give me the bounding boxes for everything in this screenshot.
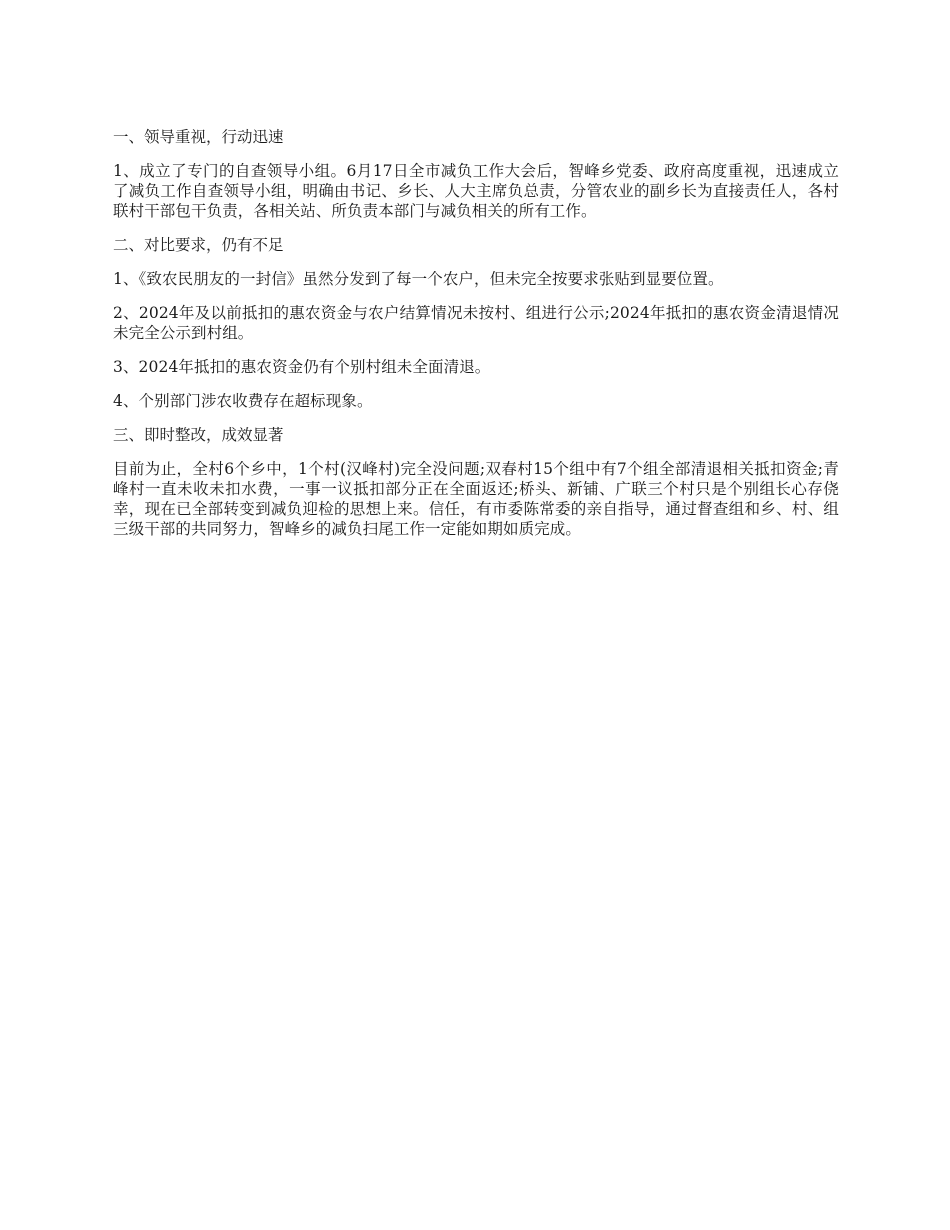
paragraph-3: 2、2024年及以前抵扣的惠农资金与农户结算情况未按村、组进行公示;2024年抵扣的惠农资金清退情况未完全公示到村组。 [113, 304, 839, 342]
paragraph-5: 4、个别部门涉农收费存在超标现象。 [113, 392, 373, 410]
paragraph-1: 1、成立了专门的自查领导小组。6月17日全市减负工作大会后，智峰乡党委、政府高度重视，迅速成立了减负工作自查领导小组，明确由书记、乡长、人大主席负总责，分管农业的副乡长为直接责任人，各村联村干部包干负责，各相关站、所负责本部门与减负相关的所有工作。 [113, 162, 839, 220]
paragraph-2: 1、《致农民朋友的一封信》虽然分发到了每一个农户，但未完全按要求张贴到显要位置。 [113, 270, 724, 288]
paragraph-4: 3、2024年抵扣的惠农资金仍有个别村组未全面清退。 [113, 358, 491, 376]
paragraph-6: 目前为止，全村6个乡中，1个村(汉峰村)完全没问题;双春村15个组中有7个组全部清退相关抵扣资金;青峰村一直未收未扣水费，一事一议抵扣部分正在全面返还;桥头、新铺、广联三个村只是个别组长心存侥幸，现在已全部转变到减负迎检的思想上来。信任，有市委陈常委的亲自指导，通过督查组和乡、村、组三级干部的共同努力，智峰乡的减负扫尾工作一定能如期如质完成。 [113, 460, 839, 538]
section-heading-2: 二、对比要求，仍有不足 [113, 236, 284, 254]
document-body [113, 127, 839, 553]
section-heading-1: 一、领导重视，行动迅速 [113, 128, 284, 146]
section-heading-3: 三、即时整改，成效显著 [113, 426, 284, 444]
